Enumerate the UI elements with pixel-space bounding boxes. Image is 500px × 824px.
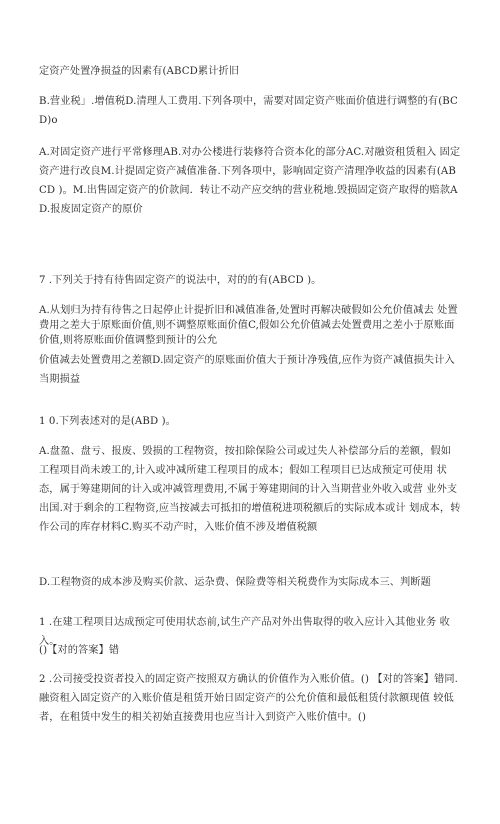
answer-1: ()【对的答案】错	[39, 645, 120, 656]
paragraph-held-for-sale: A.从划归为持有待售之日起停止计提折旧和减值准备,处置时再解决破假如公允价值减去 处置费用之差大于原账面价值,则不调整原账面价值C,假如公允价值减去处置费用之差小于原账面价值,则将原账面价值调整到预计的公允	[39, 305, 458, 346]
paragraph-options-a: A.对固定资产进行平常修理AB.对办公楼进行装修符合资本化的部分AC.对融资租赁租入 固定资产进行改良M.计提固定资产减值准备.下列各项中，影响固定资产清理净收益的因素有(ABCD )。M.出售固定资产的价款间．转让不动产应交纳的营业税地.毁损固定资产取得的赔款AD.报废固定资产的原价	[39, 147, 461, 215]
judgement-1: 1 .在建工程项目达成预定可使用状态前,试生产产品对外出售取得的收入应计入其他业务 收入。	[39, 617, 450, 647]
question-10: 1 0.下列表述对的是(ABD )。	[39, 416, 176, 427]
paragraph-materials-cost: D.工程物资的成本涉及购买价款、运杂费、保险费等相关税费作为实际成本三、判断题	[39, 577, 431, 588]
question-7: 7 .下列关于持有待售固定资产的说法中，对的的有(ABCD )。	[39, 275, 322, 286]
paragraph-book-value-adjust: B.营业税」.增值税D.清理人工费用.下列各项中，需要对固定资产账面价值进行调整的有(BCD)o	[39, 96, 458, 126]
judgement-2: 2 .公司接受投资者投入的固定资产按照双方确认的价值作为入账价值。() 【对的答案】错同.融资租入固定资产的入账价值是租赁开始日固定资产的公允价值和最低租赁付款额现值 较低者，在租赁中发生的相关初始直接费用也应当计入到资产入账价值中。()	[39, 674, 459, 723]
paragraph-engineering-materials: A.盘盈、盘亏、报废、毁损的工程物资，按扣除保险公司或过失人补偿部分后的差额，假如 工程项目尚未竣工的,计入或冲减所建工程项目的成本；假如工程项目已达成预定可使用 状态，属于筹建期间的计入或冲减管理费用,不属于筹建期间的计入当期营业外收入或营 业外支出国.对于剩余的工程物资,应当按减去可抵扣的增值税进项税额后的实际成本或计 划成本，转作公司的库存材料C.购买不动产时，入账价值不涉及增值税额	[39, 446, 461, 533]
paragraph-held-for-sale-cont: 价值减去处置费用之差额D.固定资产的原账面价值大于预计净残值,应作为资产减值损失计入当期损益	[39, 355, 455, 385]
paragraph-disposal-factors: 定资产处置净损益的因素有(ABCD累计折旧	[39, 66, 240, 77]
